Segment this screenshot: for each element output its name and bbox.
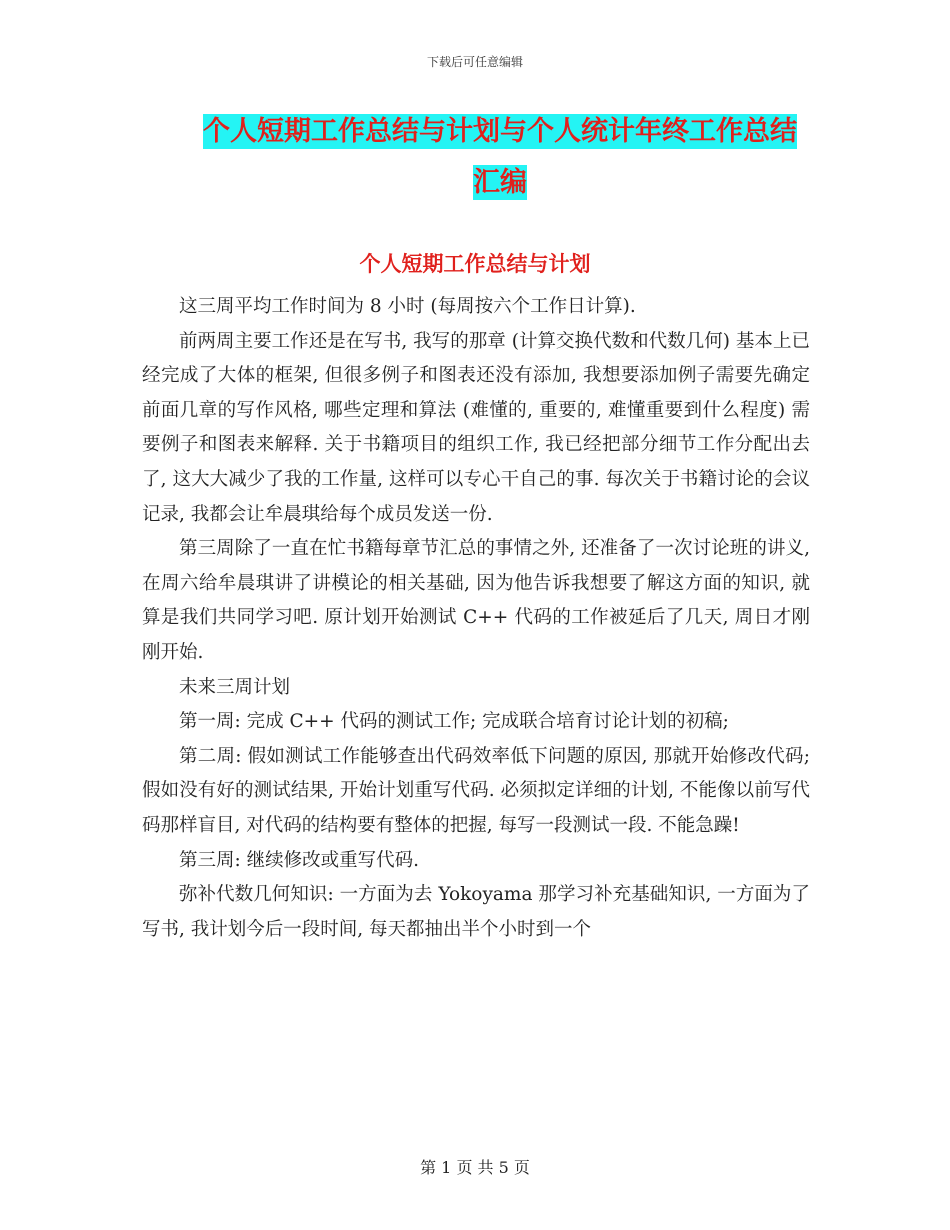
page-number-footer: 第 1 页 共 5 页 bbox=[420, 1158, 530, 1177]
paragraph: 弥补代数几何知识: 一方面为去 Yokoyama 那学习补充基础知识, 一方面为了写书, 我计划今后一段时间, 每天都抽出半个小时到一个 bbox=[142, 884, 810, 940]
paragraph: 未来三周计划 bbox=[179, 676, 291, 698]
page-header-note: 下载后可任意编辑 bbox=[426, 55, 523, 69]
document-title-block bbox=[190, 108, 810, 210]
paragraph: 第一周: 完成 C++ 代码的测试工作; 完成联合培育讨论计划的初稿; bbox=[179, 711, 729, 733]
paragraph: 前两周主要工作还是在写书, 我写的那章 (计算交换代数和代数几何) 基本上已经完成了大体的框架, 但很多例子和图表还没有添加, 我想要添加例子需要先确定前面几章的写作风格, 哪些定理和算法 (难懂的, 重要的, 难懂重要到什么程度) 需要例子和图表来解释. 关于书籍项目的组织工作, 我已经把部分细节工作分配出去了, 这大大减少了我的工作量, 这样可以专心干自己的事. 每次关于书籍讨论的会议记录, 我都会让牟晨琪给每个成员发送一份. bbox=[142, 330, 810, 525]
paragraph: 第三周: 继续修改或重写代码. bbox=[179, 849, 419, 871]
paragraph: 第三周除了一直在忙书籍每章节汇总的事情之外, 还准备了一次讨论班的讲义, 在周六给牟晨琪讲了讲模论的相关基础, 因为他告诉我想要了解这方面的知识, 就算是我们共同学习吧. 原计划开始测试 C++ 代码的工作被延后了几天, 周日才刚刚开始. bbox=[142, 538, 810, 663]
document-body bbox=[142, 290, 810, 947]
paragraph: 第二周: 假如测试工作能够查出代码效率低下问题的原因, 那就开始修改代码; 假如没有好的测试结果, 开始计划重写代码. 必须拟定详细的计划, 不能像以前写代码那样盲目, 对代码的结构要有整体的把握, 每写一段测试一段. 不能急躁! bbox=[142, 745, 810, 836]
document-title: 个人短期工作总结与计划与个人统计年终工作总结汇编 bbox=[203, 116, 797, 198]
section-heading: 个人短期工作总结与计划 bbox=[359, 252, 591, 276]
paragraph: 这三周平均工作时间为 8 小时 (每周按六个工作日计算). bbox=[179, 296, 636, 317]
